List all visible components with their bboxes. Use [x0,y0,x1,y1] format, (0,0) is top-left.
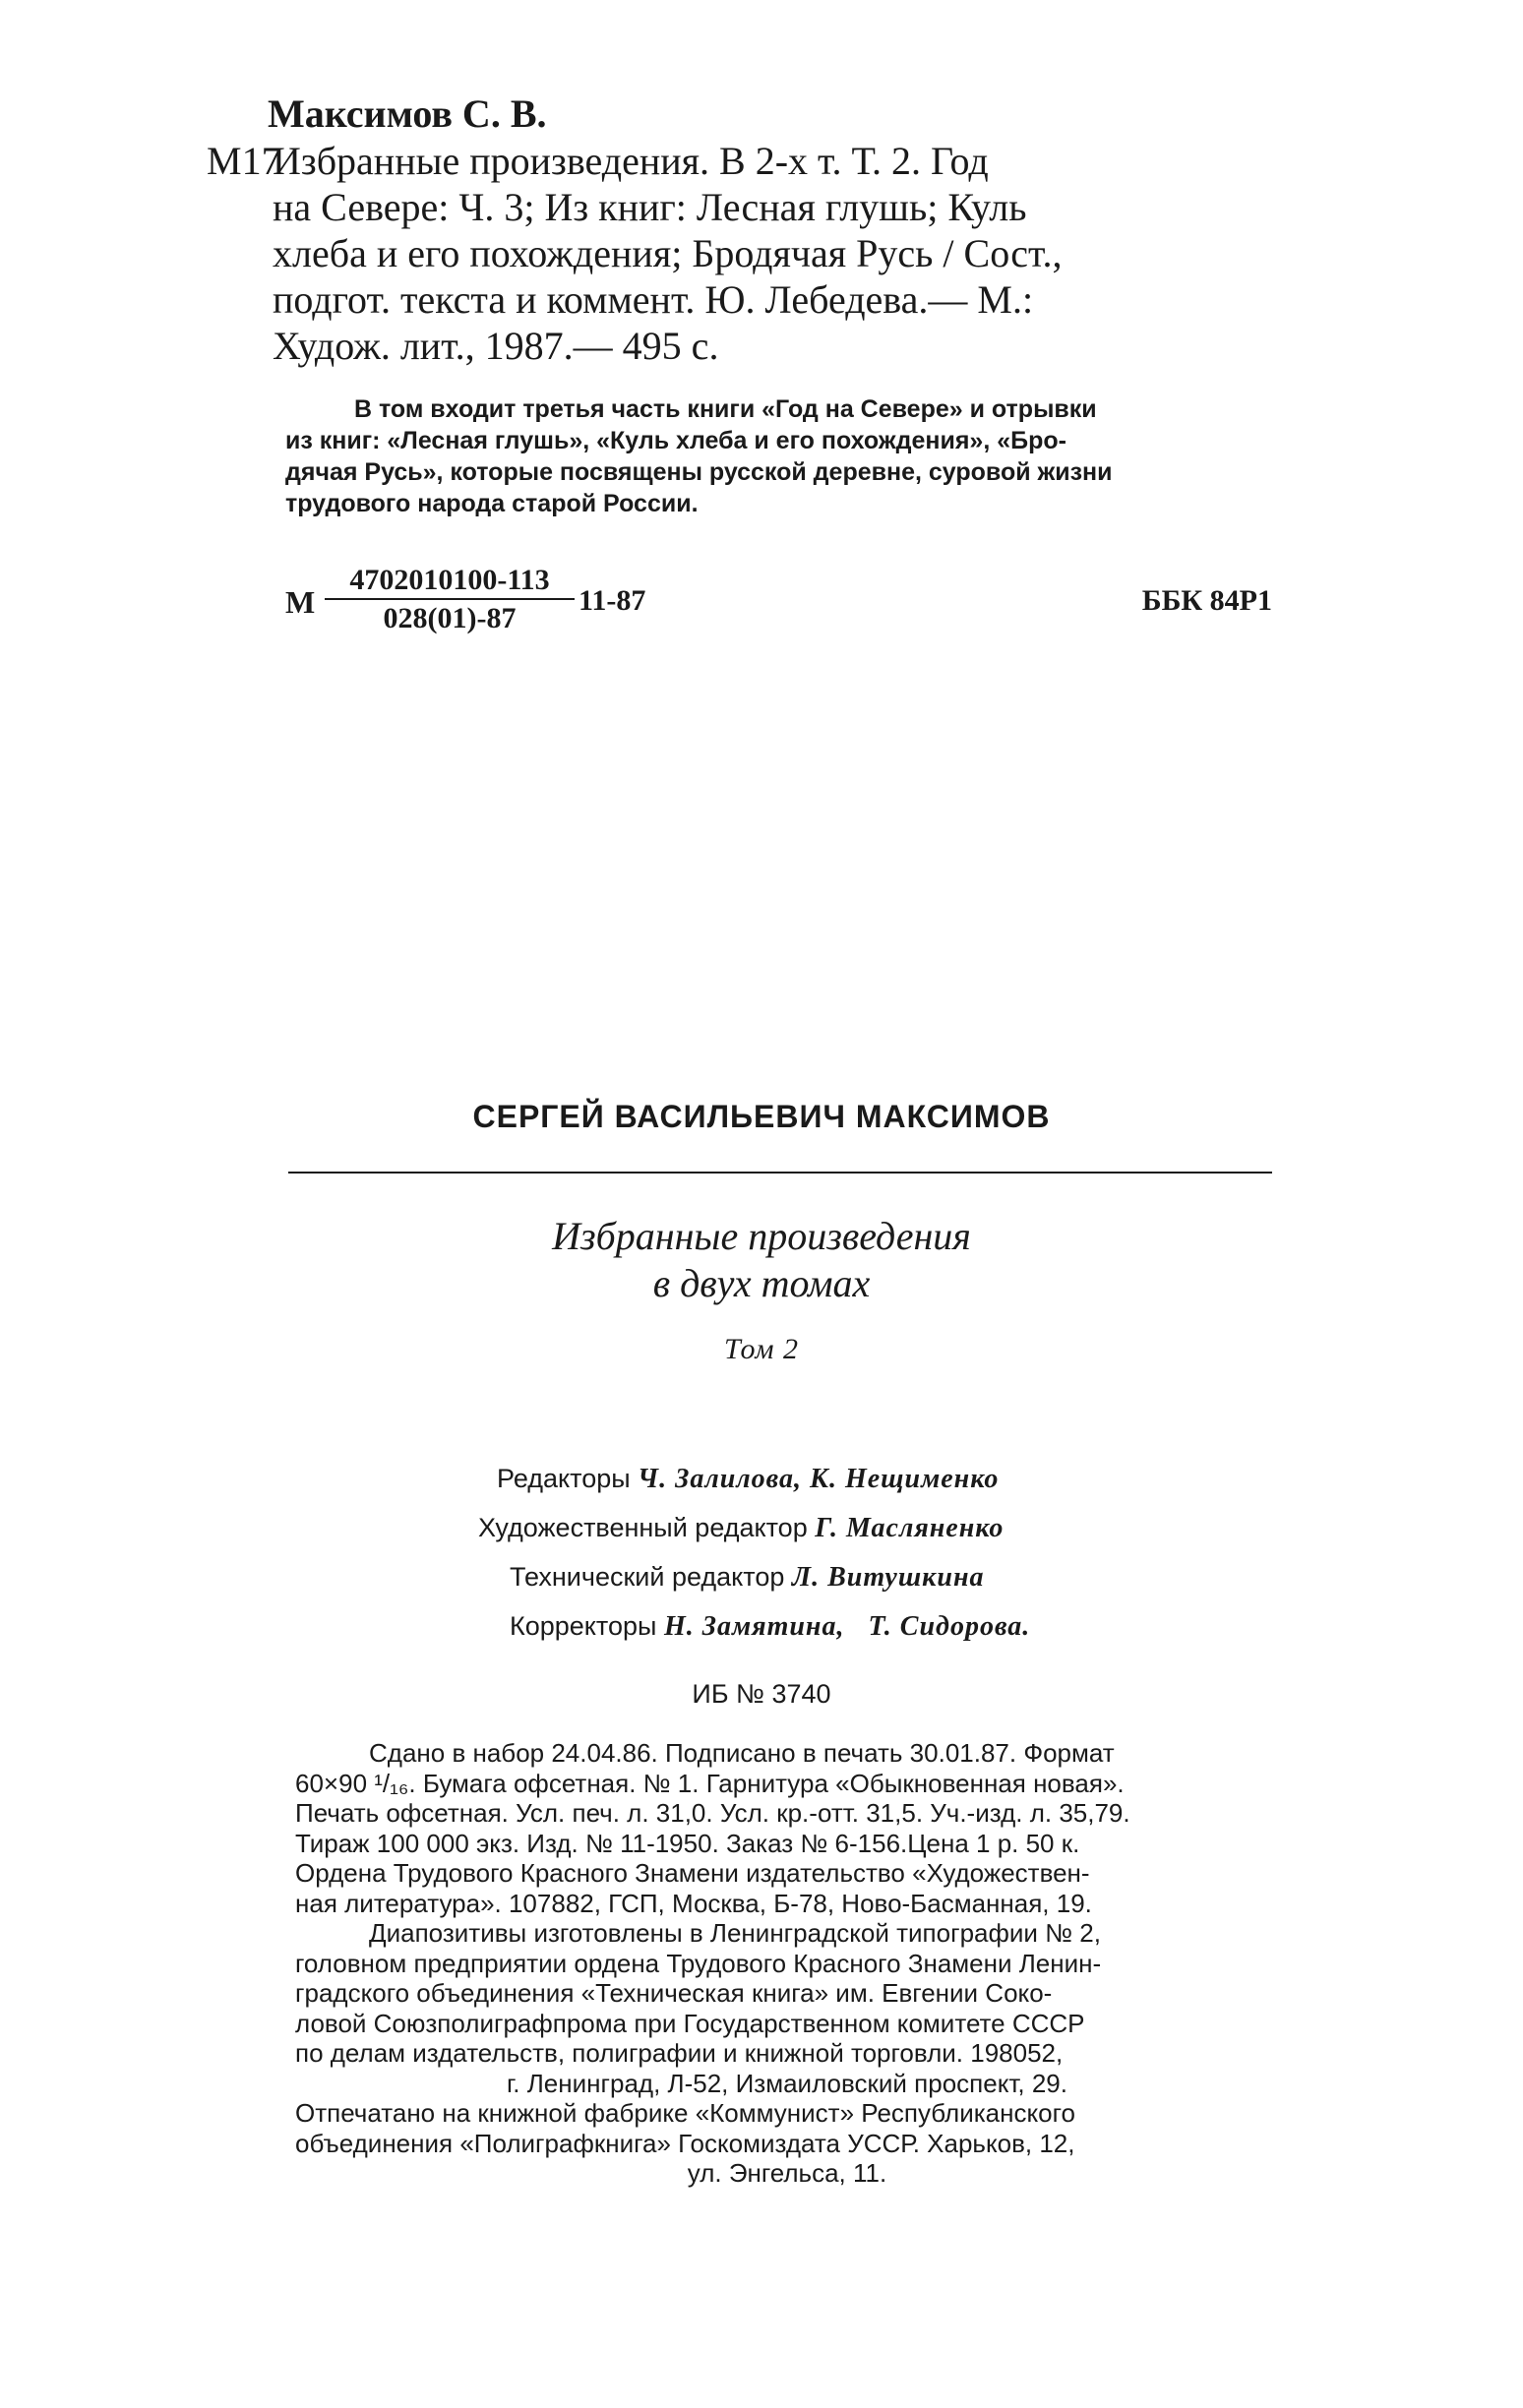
index-fraction [325,563,575,635]
imprint-line: Диапозитивы изготовлены в Ленинградской типографии № 2, [369,1918,1101,1948]
annotation-line: трудового народа старой России. [285,490,699,517]
credit-editors [497,1463,999,1495]
credit-role: Технический редактор [510,1562,785,1592]
entry-line: подгот. текста и коммент. Ю. Лебедева.— М.: [273,277,1034,322]
imprint-line: 60×90 ¹/₁₆. Бумага офсетная. № 1. Гарнитура «Обыкновенная новая». [295,1768,1125,1798]
imprint-line: ловой Союзполиграфпрома при Государственном комитете СССР [295,2008,1085,2038]
bibliographic-entry [273,138,1256,369]
entry-line: Худож. лит., 1987.— 495 с. [273,324,719,368]
imprint-line: головном предприятии ордена Трудового Красного Знамени Ленин- [295,1948,1102,1978]
imprint-line: г. Ленинград, Л-52, Измаиловский проспект, 29. [506,2068,1067,2098]
credit-art-editor [478,1512,1004,1544]
index-denominator: 028(01)-87 [383,602,517,634]
annotation-line: дячая Русь», которые посвящены русской деревне, суровой жизни [285,458,1113,486]
index-suffix: 11-87 [579,584,646,617]
work-title-line: в двух томах [652,1261,871,1305]
entry-line: Избранные произведения. В 2-х т. Т. 2. Год [273,139,989,183]
imprint-line: Отпечатано на книжной фабрике «Коммунист» Республиканского [295,2098,1075,2128]
annotation [285,393,1269,519]
entry-line: хлеба и его похождения; Бродячая Русь / Сост., [273,231,1063,275]
credit-role: Редакторы [497,1464,631,1493]
imprint-line: Печать офсетная. Усл. печ. л. 31,0. Усл. кр.-отт. 31,5. Уч.-изд. л. 35,79. [295,1798,1130,1828]
credit-names: Н. Замятина, Т. Сидорова. [663,1611,1031,1642]
credit-names: Ч. Залилова, К. Нещименко [638,1464,1000,1494]
full-author-name: СЕРГЕЙ ВАСИЛЬЕВИЧ МАКСИМОВ [472,1099,1051,1134]
credit-role: Корректоры [510,1611,657,1641]
imprint-line: объединения «Полиграфкнига» Госкомиздата УССР. Харьков, 12, [295,2128,1075,2158]
imprint-line: по делам издательств, полиграфии и книжной торговли. 198052, [295,2038,1064,2068]
imprint-line: градского объединения «Техническая книга» им. Евгении Соко- [295,1978,1053,2008]
credit-role: Художественный редактор [478,1513,808,1542]
entry-line: на Севере: Ч. 3; Из книг: Лесная глушь; Куль [273,185,1027,229]
ib-number: ИБ № 3740 [692,1679,831,1709]
bbk-code: ББК 84Р1 [1141,584,1272,617]
credit-proofreaders [510,1610,1030,1643]
index-numerator: 4702010100-113 [349,564,550,596]
work-title-line: Избранные произведения [552,1214,971,1258]
fraction-bar [325,598,575,600]
imprint [295,1738,1279,2189]
index-letter: М [285,584,316,620]
imprint-line: Сдано в набор 24.04.86. Подписано в печать 30.01.87. Формат [369,1738,1115,1768]
divider-rule [288,1172,1272,1174]
imprint-line: Ордена Трудового Красного Знамени издательство «Художествен- [295,1858,1090,1888]
volume-label: Том 2 [723,1333,800,1365]
credit-tech-editor [510,1561,985,1594]
credit-names: Л. Витушкина [791,1562,985,1593]
annotation-line: из книг: «Лесная глушь», «Куль хлеба и его похождения», «Бро- [285,427,1066,454]
credit-names: Г. Масляненко [815,1513,1005,1543]
imprint-line: ул. Энгельса, 11. [687,2158,887,2188]
work-title [0,1213,1523,1307]
imprint-line: ная литература». 107882, ГСП, Москва, Б-78, Ново-Басманная, 19. [295,1888,1092,1918]
imprint-line: Тираж 100 000 экз. Изд. № 11-1950. Заказ № 6-156.Цена 1 р. 50 к. [295,1828,1080,1858]
index-row [0,563,1523,641]
annotation-line: В том входит третья часть книги «Год на Севере» и отрывки [354,395,1097,423]
card-author: Максимов С. В. [268,91,547,136]
classification-code: М17 [207,139,281,183]
